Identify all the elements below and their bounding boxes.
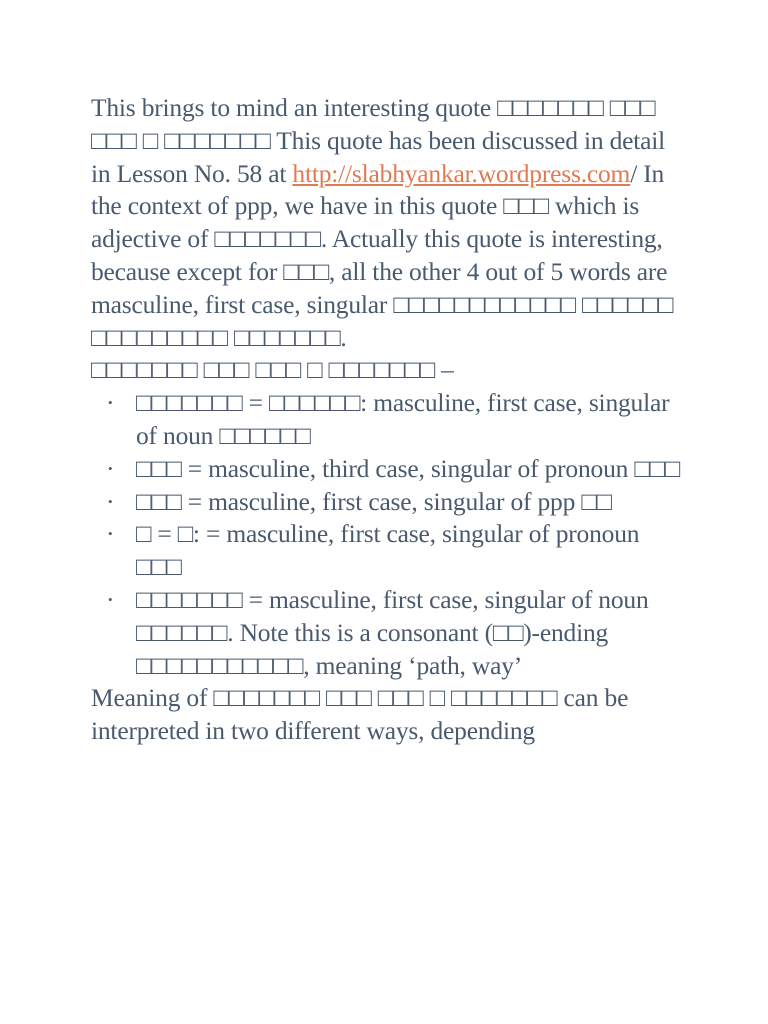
list-item: • □ = □: = masculine, first case, singular of pronoun □□□ bbox=[136, 518, 681, 584]
list-item: • □□□□□□□ = □□□□□□: masculine, first case, singular of noun □□□□□□ bbox=[136, 387, 681, 453]
intro-paragraph bbox=[91, 92, 681, 354]
list-item: • □□□□□□□ = masculine, first case, singular of noun □□□□□□. Note this is a consonant (□□)-ending □□□□□□□□□□□, meaning ‘path, way’ bbox=[136, 584, 681, 682]
intro-text: This brings to mind an interesting quote □□□□□□□ □□□ □□□ □ □□□□□□□ This quote has been discussed in detail in Lesson No. 58 at bbox=[91, 93, 666, 188]
quote-heading: □□□□□□□ □□□ □□□ □ □□□□□□□ – bbox=[91, 355, 454, 385]
document-body bbox=[91, 92, 681, 748]
lesson-link[interactable]: http://slabhyankar.wordpress.com bbox=[292, 158, 631, 188]
intro-continuation: / In the context of ppp, we have in this quote □□□ which is adjective of □□□□□□□. Actually this quote is interesting, because except for □□□, all the other 4 out of 5 words are masculine, first case, singular □□□□□□□□□□□□ □□□□□□ □□□□□□□□□ □□□□□□□. bbox=[91, 158, 674, 352]
closing-paragraph: Meaning of □□□□□□□ □□□ □□□ □ □□□□□□□ can be interpreted in two different ways, depending bbox=[91, 683, 629, 746]
word-analysis-list bbox=[91, 387, 681, 682]
list-item: • □□□ = masculine, third case, singular of pronoun □□□ bbox=[136, 453, 681, 486]
list-item: • □□□ = masculine, first case, singular of ppp □□ bbox=[136, 486, 681, 519]
